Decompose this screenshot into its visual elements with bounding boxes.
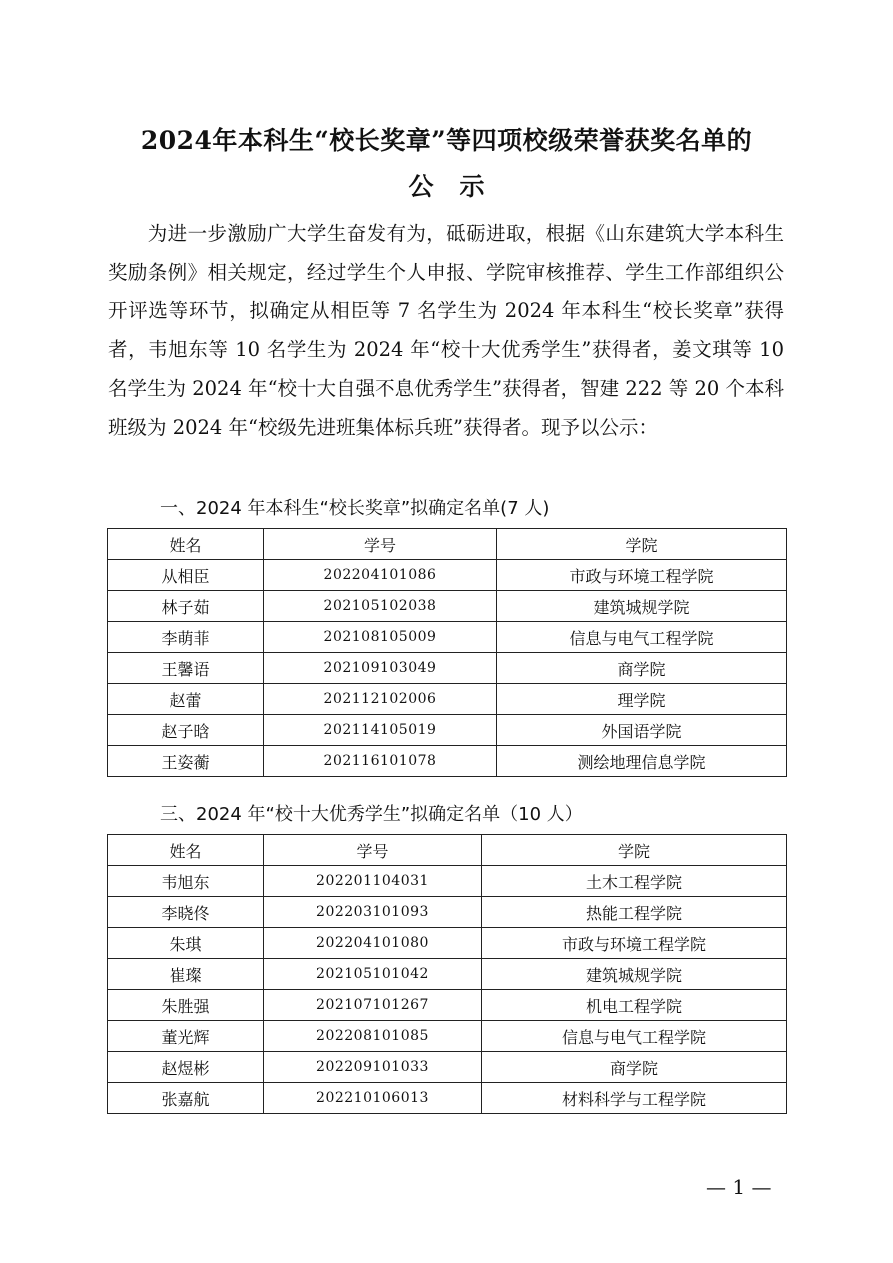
column-header-student-id: 学号: [264, 529, 497, 560]
cell-name: 朱琪: [108, 928, 264, 959]
cell-college: 商学院: [482, 1052, 787, 1083]
cell-name: 赵蕾: [108, 684, 264, 715]
section-1-heading: 一、2024 年本科生“校长奖章”拟确定名单(7 人): [160, 498, 550, 519]
cell-student-id: 202210106013: [264, 1083, 482, 1114]
cell-college: 建筑城规学院: [497, 591, 787, 622]
cell-college: 测绘地理信息学院: [497, 746, 787, 777]
cell-college: 土木工程学院: [482, 866, 787, 897]
section-3-heading: 三、2024 年“校十大优秀学生”拟确定名单（10 人）: [160, 804, 583, 825]
cell-student-id: 202201104031: [264, 866, 482, 897]
cell-name: 李晓佟: [108, 897, 264, 928]
cell-student-id: 202203101093: [264, 897, 482, 928]
table-row: [108, 959, 787, 990]
document-title-line-2: 公示: [408, 172, 511, 201]
cell-student-id: 202105101042: [264, 959, 482, 990]
column-header-college: 学院: [482, 835, 787, 866]
cell-student-id: 202112102006: [264, 684, 497, 715]
cell-student-id: 202114105019: [264, 715, 497, 746]
document-title-line-1: 2024年本科生“校长奖章”等四项校级荣誉获奖名单的: [140, 126, 753, 155]
table-body: [108, 866, 787, 1114]
cell-student-id: 202209101033: [264, 1052, 482, 1083]
intro-paragraph: 为进一步激励广大学生奋发有为，砥砺进取，根据《山东建筑大学本科生奖励条例》相关规定，经过学生个人申报、学院审核推荐、学生工作部组织公开评选等环节，拟确定从相臣等 7 名学生为 2024 年本科生“校长奖章”获得者，韦旭东等 10 名学生为 2024 年“校十大优秀学生”获得者，姜文琪等 10 名学生为 2024 年“校十大自强不息优秀学生”获得者，智建 222 等 20 个本科班级为 2024 年“校级先进班集体标兵班”获得者。现予以公示：: [108, 222, 784, 439]
cell-college: 机电工程学院: [482, 990, 787, 1021]
cell-college: 材料科学与工程学院: [482, 1083, 787, 1114]
cell-college: 热能工程学院: [482, 897, 787, 928]
table-row: [108, 746, 787, 777]
cell-name: 韦旭东: [108, 866, 264, 897]
table-row: [108, 653, 787, 684]
cell-name: 林子茹: [108, 591, 264, 622]
cell-name: 李萌菲: [108, 622, 264, 653]
cell-student-id: 202108105009: [264, 622, 497, 653]
cell-college: 外国语学院: [497, 715, 787, 746]
president-medal-table: [107, 528, 787, 777]
column-header-student-id: 学号: [264, 835, 482, 866]
cell-college: 信息与电气工程学院: [482, 1021, 787, 1052]
cell-student-id: 202204101080: [264, 928, 482, 959]
cell-student-id: 202107101267: [264, 990, 482, 1021]
table-row: [108, 684, 787, 715]
cell-name: 赵子晗: [108, 715, 264, 746]
table-row: [108, 715, 787, 746]
table-row: [108, 990, 787, 1021]
table-row: [108, 1052, 787, 1083]
table-row: [108, 622, 787, 653]
column-header-name: 姓名: [108, 529, 264, 560]
cell-student-id: 202208101085: [264, 1021, 482, 1052]
cell-name: 崔璨: [108, 959, 264, 990]
cell-college: 商学院: [497, 653, 787, 684]
table-header-row: [108, 529, 787, 560]
cell-college: 建筑城规学院: [482, 959, 787, 990]
cell-student-id: 202109103049: [264, 653, 497, 684]
cell-student-id: 202204101086: [264, 560, 497, 591]
column-header-name: 姓名: [108, 835, 264, 866]
cell-name: 王馨语: [108, 653, 264, 684]
cell-name: 董光辉: [108, 1021, 264, 1052]
cell-college: 信息与电气工程学院: [497, 622, 787, 653]
top-ten-students-table: [107, 834, 787, 1114]
cell-name: 从相臣: [108, 560, 264, 591]
table-row: [108, 897, 787, 928]
cell-college: 理学院: [497, 684, 787, 715]
cell-name: 王姿蘅: [108, 746, 264, 777]
column-header-college: 学院: [497, 529, 787, 560]
table-row: [108, 1083, 787, 1114]
table-body: [108, 560, 787, 777]
cell-name: 张嘉航: [108, 1083, 264, 1114]
table-row: [108, 1021, 787, 1052]
page-number: — 1 —: [706, 1175, 772, 1199]
cell-student-id: 202105102038: [264, 591, 497, 622]
cell-college: 市政与环境工程学院: [497, 560, 787, 591]
table-header-row: [108, 835, 787, 866]
table-row: [108, 591, 787, 622]
cell-name: 赵煜彬: [108, 1052, 264, 1083]
table-row: [108, 866, 787, 897]
table-row: [108, 560, 787, 591]
cell-student-id: 202116101078: [264, 746, 497, 777]
table-row: [108, 928, 787, 959]
cell-name: 朱胜强: [108, 990, 264, 1021]
cell-college: 市政与环境工程学院: [482, 928, 787, 959]
